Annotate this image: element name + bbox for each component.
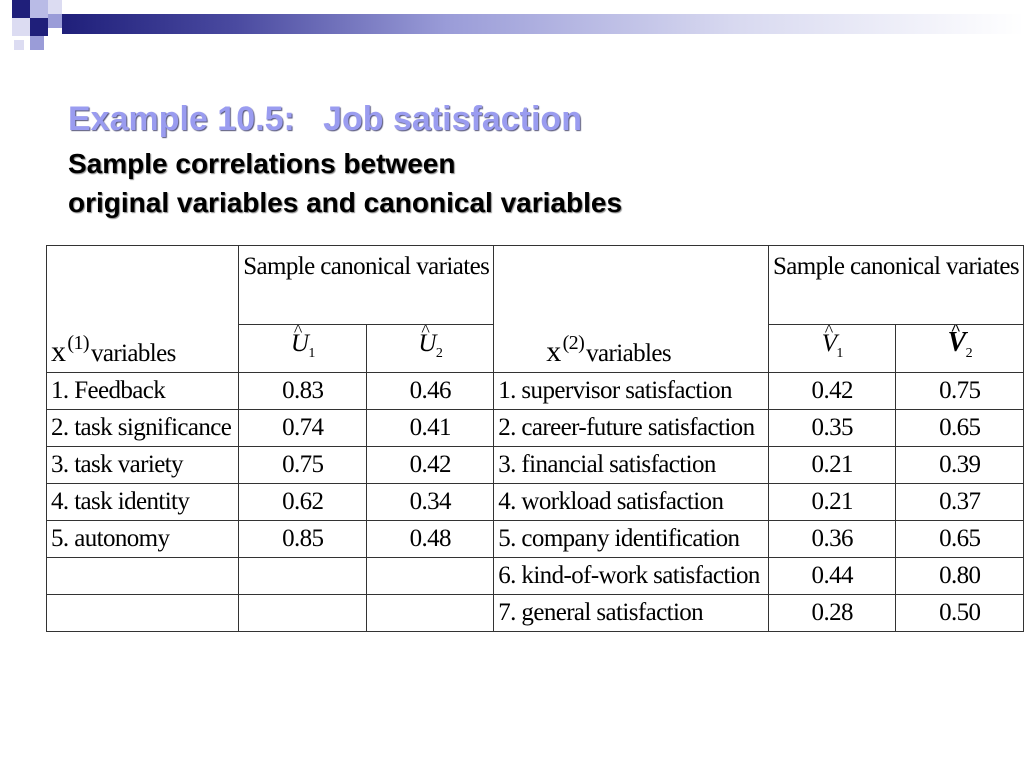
slide-title: Example 10.5: Job satisfaction	[68, 100, 582, 138]
decor-square	[12, 0, 30, 18]
x1-variables-label: variables	[90, 340, 176, 367]
u2-correlation-cell: 0.41	[367, 410, 494, 447]
v2-correlation-cell: 0.39	[896, 447, 1024, 484]
v2-header	[896, 325, 1024, 373]
u2-correlation-cell: 0.34	[367, 484, 494, 521]
u2-correlation-cell	[367, 558, 494, 595]
table-header-row-1	[47, 246, 1024, 325]
x2-variable-cell: 1. supervisor satisfaction	[494, 373, 769, 410]
v1-symbol: ^ V	[822, 326, 837, 362]
x1-variable-cell: 1. Feedback	[47, 373, 239, 410]
slide-subtitle-line2: original variables and canonical variables	[68, 187, 623, 218]
x1-variable-cell: 3. task variety	[47, 447, 239, 484]
u1-symbol: ^ U	[291, 326, 308, 362]
v2-correlation-cell: 0.80	[896, 558, 1024, 595]
u1-correlation-cell: 0.62	[239, 484, 367, 521]
u1-correlation-cell: 0.85	[239, 521, 367, 558]
x1-variable-cell: 4. task identity	[47, 484, 239, 521]
v1-correlation-cell: 0.21	[768, 484, 896, 521]
x1-superscript: (1)	[67, 332, 89, 354]
v2-symbol: ^ V	[948, 325, 966, 361]
x2-variable-cell: 7. general satisfaction	[494, 595, 769, 632]
v2-correlation-cell: 0.75	[896, 373, 1024, 410]
decor-square	[14, 40, 24, 50]
decor-square	[12, 18, 30, 36]
x1-variables-header	[47, 246, 239, 373]
u1-correlation-cell: 0.74	[239, 410, 367, 447]
u1-correlation-cell: 0.75	[239, 447, 367, 484]
decor-square	[30, 18, 48, 36]
x2-variable-cell: 3. financial satisfaction	[494, 447, 769, 484]
decor-square	[30, 36, 44, 50]
v1-correlation-cell: 0.42	[768, 373, 896, 410]
u2-correlation-cell	[367, 595, 494, 632]
x2-variable-cell: 4. workload satisfaction	[494, 484, 769, 521]
table-row	[47, 521, 1024, 558]
u1-correlation-cell	[239, 558, 367, 595]
correlation-table	[46, 245, 1024, 632]
decor-square	[30, 0, 48, 18]
table-row	[47, 595, 1024, 632]
table-row	[47, 373, 1024, 410]
decor-square	[48, 14, 62, 28]
v2-correlation-cell: 0.50	[896, 595, 1024, 632]
x2-variable-cell: 5. company identification	[494, 521, 769, 558]
u1-header	[239, 325, 367, 373]
v2-correlation-cell: 0.65	[896, 521, 1024, 558]
right-canonical-variates-header: Sample canonical variates	[768, 246, 1023, 325]
table-row	[47, 484, 1024, 521]
v1-correlation-cell: 0.44	[768, 558, 896, 595]
v1-header	[768, 325, 896, 373]
v1-correlation-cell: 0.36	[768, 521, 896, 558]
table-row	[47, 558, 1024, 595]
left-canonical-variates-header: Sample canonical variates	[239, 246, 494, 325]
x2-variables-header	[494, 246, 769, 373]
v1-correlation-cell: 0.28	[768, 595, 896, 632]
u1-correlation-cell	[239, 595, 367, 632]
u2-header	[367, 325, 494, 373]
table-row	[47, 447, 1024, 484]
v2-subscript: 2	[965, 346, 972, 361]
u2-subscript: 2	[435, 345, 443, 361]
header-gradient-bar	[62, 14, 1024, 34]
v2-correlation-cell: 0.65	[896, 410, 1024, 447]
x1-symbol: x	[51, 335, 66, 368]
v1-correlation-cell: 0.35	[768, 410, 896, 447]
u2-correlation-cell: 0.42	[367, 447, 494, 484]
decor-square	[48, 0, 62, 14]
x1-variable-cell: 2. task significance	[47, 410, 239, 447]
x2-variables-label: variables	[586, 340, 671, 367]
v2-correlation-cell: 0.37	[896, 484, 1024, 521]
x2-variable-cell: 2. career-future satisfaction	[494, 410, 769, 447]
x1-variable-cell: 5. autonomy	[47, 521, 239, 558]
slide-subtitle-line1: Sample correlations between	[68, 148, 456, 179]
x1-variable-cell	[47, 558, 239, 595]
x1-variable-cell	[47, 595, 239, 632]
u2-correlation-cell: 0.48	[367, 521, 494, 558]
v1-subscript: 1	[836, 345, 843, 361]
u1-correlation-cell: 0.83	[239, 373, 367, 410]
table-row	[47, 410, 1024, 447]
v1-correlation-cell: 0.21	[768, 447, 896, 484]
u1-subscript: 1	[308, 345, 315, 361]
x2-superscript: (2)	[562, 332, 585, 354]
x2-variable-cell: 6. kind-of-work satisfaction	[494, 558, 769, 595]
x2-symbol: x	[546, 335, 561, 368]
u2-symbol: ^ U	[418, 326, 435, 362]
u2-correlation-cell: 0.46	[367, 373, 494, 410]
